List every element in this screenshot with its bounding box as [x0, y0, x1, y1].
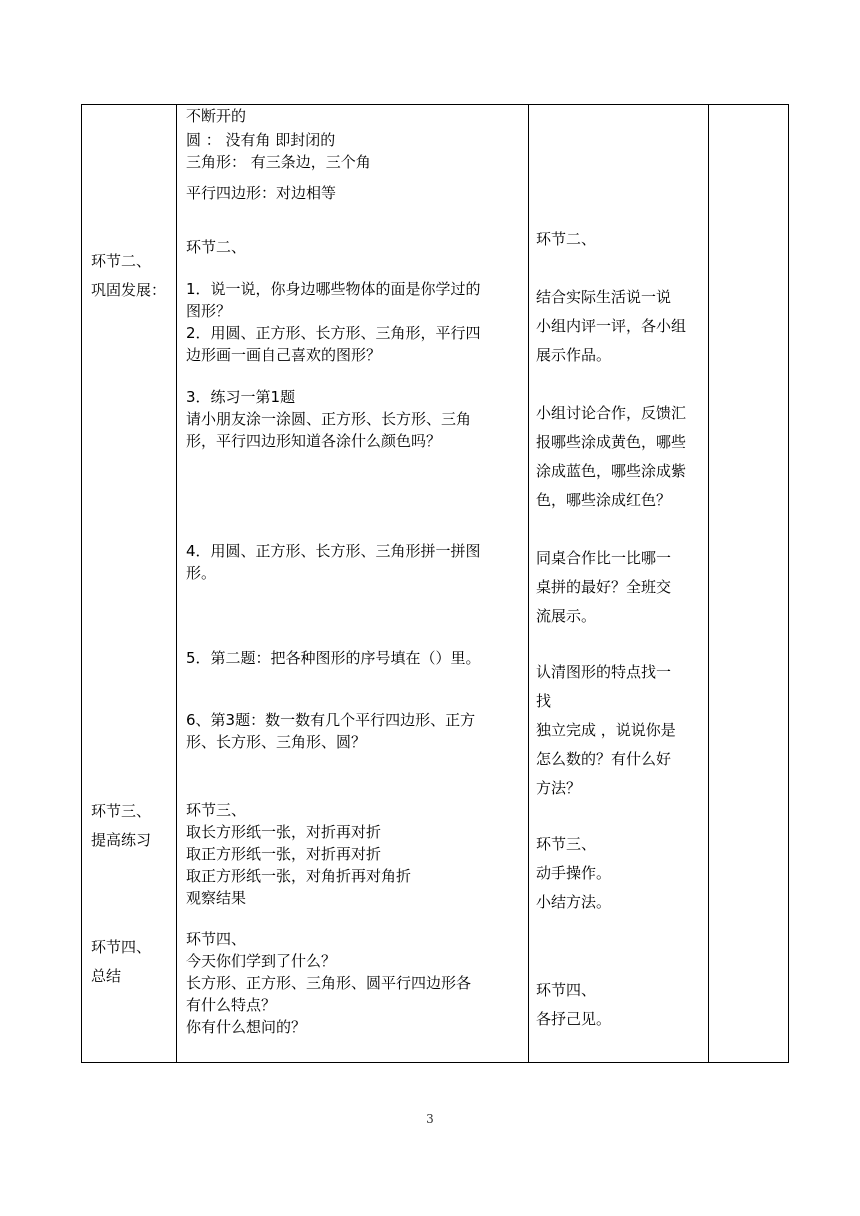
page-number: 3 — [426, 1112, 434, 1126]
student-activity-column — [529, 105, 708, 1062]
text-line: 环节三、 — [186, 801, 247, 819]
stage-heading: 总结 — [91, 967, 122, 985]
text-line: 取正方形纸一张，对角折再对角折 — [186, 867, 412, 885]
lesson-table — [81, 104, 789, 1063]
text-line: 平行四边形：对边相等 — [186, 184, 337, 202]
text-line: 形。 — [186, 564, 217, 582]
text-line: 6、第3题：数一数有几个平行四边形、正方 — [186, 711, 476, 729]
text-line: 观察结果 — [186, 889, 247, 907]
text-line: 形，平行四边形知道各涂什么颜色吗？ — [186, 432, 442, 450]
text-line: 长方形、正方形、三角形、圆平行四边形各 — [186, 974, 472, 992]
text-line: 小组内评一评，各小组 — [536, 317, 687, 335]
text-line: 怎么数的？有什么好 — [536, 750, 672, 768]
text-line: 展示作品。 — [536, 346, 612, 364]
text-line: 独立完成 ，说说你是 — [536, 721, 676, 739]
text-line: 各抒己见。 — [536, 1010, 612, 1028]
text-line: 5．第二题：把各种图形的序号填在（）里。 — [186, 649, 481, 667]
text-line: 取正方形纸一张，对折再对折 — [186, 845, 382, 863]
text-line: 不断开的 — [186, 107, 247, 125]
text-line: 形、长方形、三角形、圆？ — [186, 733, 367, 751]
text-line: 环节四、 — [536, 981, 597, 999]
text-line: 环节二、 — [186, 238, 247, 256]
notes-column — [709, 105, 788, 1062]
stage-column — [82, 105, 176, 1062]
text-line: 找 — [536, 692, 552, 710]
text-line: 1．说一说，你身边哪些物体的面是你学过的 — [186, 280, 481, 298]
text-line: 同桌合作比一比哪一 — [536, 549, 672, 567]
stage-heading: 环节四、 — [91, 938, 152, 956]
text-line: 结合实际生活说一说 — [536, 288, 672, 306]
text-line: 4．用圆、正方形、长方形、三角形拼一拼图 — [186, 542, 481, 560]
text-line: 你有什么想问的？ — [186, 1018, 307, 1036]
text-line: 图形？ — [186, 302, 232, 320]
text-line: 色，哪些涂成红色？ — [536, 491, 672, 509]
text-line: 边形画一画自己喜欢的图形？ — [186, 346, 382, 364]
text-line: 有什么特点？ — [186, 996, 277, 1014]
text-line: 报哪些涂成黄色，哪些 — [536, 433, 687, 451]
text-line: 三角形： 有三条边，三个角 — [186, 153, 371, 171]
text-line: 小组讨论合作，反馈汇 — [536, 404, 687, 422]
text-line: 方法？ — [536, 779, 582, 797]
text-line: 环节四、 — [186, 930, 247, 948]
stage-heading: 环节三、 — [91, 802, 152, 820]
teacher-activity-column — [177, 105, 528, 1062]
text-line: 3．练习一第1题 — [186, 388, 296, 406]
text-line: 取长方形纸一张，对折再对折 — [186, 823, 382, 841]
text-line: 圆 ： 没有角 即封闭的 — [186, 131, 336, 149]
text-line: 环节三、 — [536, 835, 597, 853]
text-line: 动手操作。 — [536, 864, 612, 882]
stage-heading: 提高练习 — [91, 831, 152, 849]
text-line: 桌拼的最好？全班交 — [536, 578, 672, 596]
text-line: 今天你们学到了什么？ — [186, 952, 337, 970]
stage-heading: 环节二、 — [91, 252, 152, 270]
text-line: 认清图形的特点找一 — [536, 663, 672, 681]
text-line: 环节二、 — [536, 230, 597, 248]
text-line: 流展示。 — [536, 607, 597, 625]
text-line: 涂成蓝色，哪些涂成紫 — [536, 462, 687, 480]
text-line: 请小朋友涂一涂圆、正方形、长方形、三角 — [186, 410, 472, 428]
text-line: 小结方法。 — [536, 893, 612, 911]
text-line: 2．用圆、正方形、长方形、三角形，平行四 — [186, 324, 481, 342]
stage-heading: 巩固发展： — [91, 281, 167, 299]
